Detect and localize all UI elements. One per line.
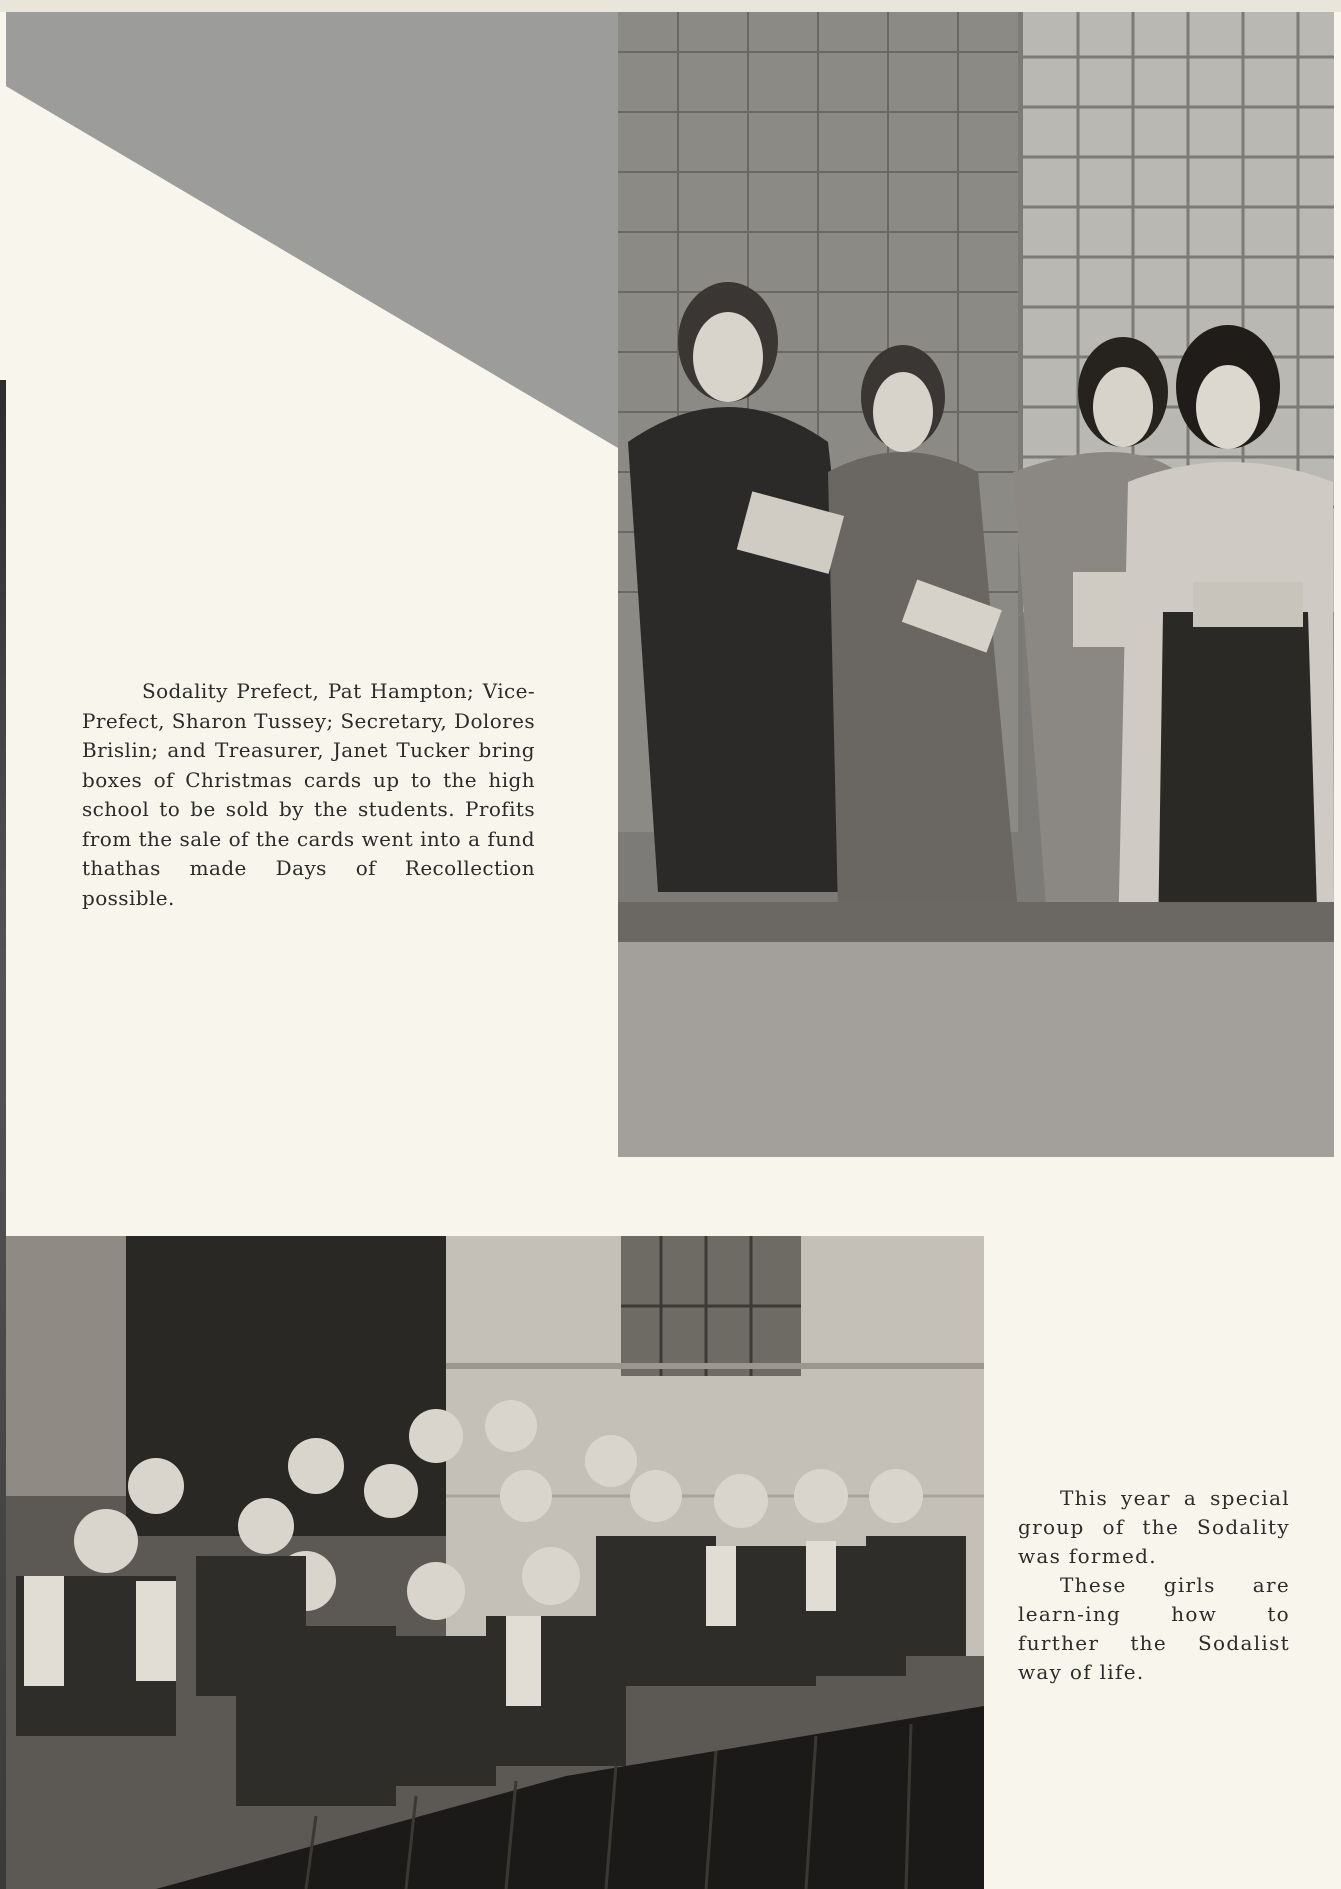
officers-caption-text: Sodality Prefect, Pat Hampton; Vice-Prefect, Sharon Tussey; Secretary, Dolores Brislin; and Treasurer, Janet Tucker bring boxes of Christmas cards up to the high school to be sold by the students. Profits from the sale of the cards went into a fund thathas made Days of Recollection possible. [82,679,535,910]
group-caption [1018,1484,1290,1687]
group-caption-detail: These girls are learn-ing how to further the Sodalist way of life. [1018,1573,1290,1684]
officers-caption [82,677,535,913]
officers-photo [618,12,1334,1157]
gray-triangle-decoration [6,12,618,448]
sodality-group-photo [6,1236,984,1889]
scan-edge [0,0,1341,12]
group-caption-intro: This year a special group of the Sodality was formed. [1018,1486,1290,1568]
